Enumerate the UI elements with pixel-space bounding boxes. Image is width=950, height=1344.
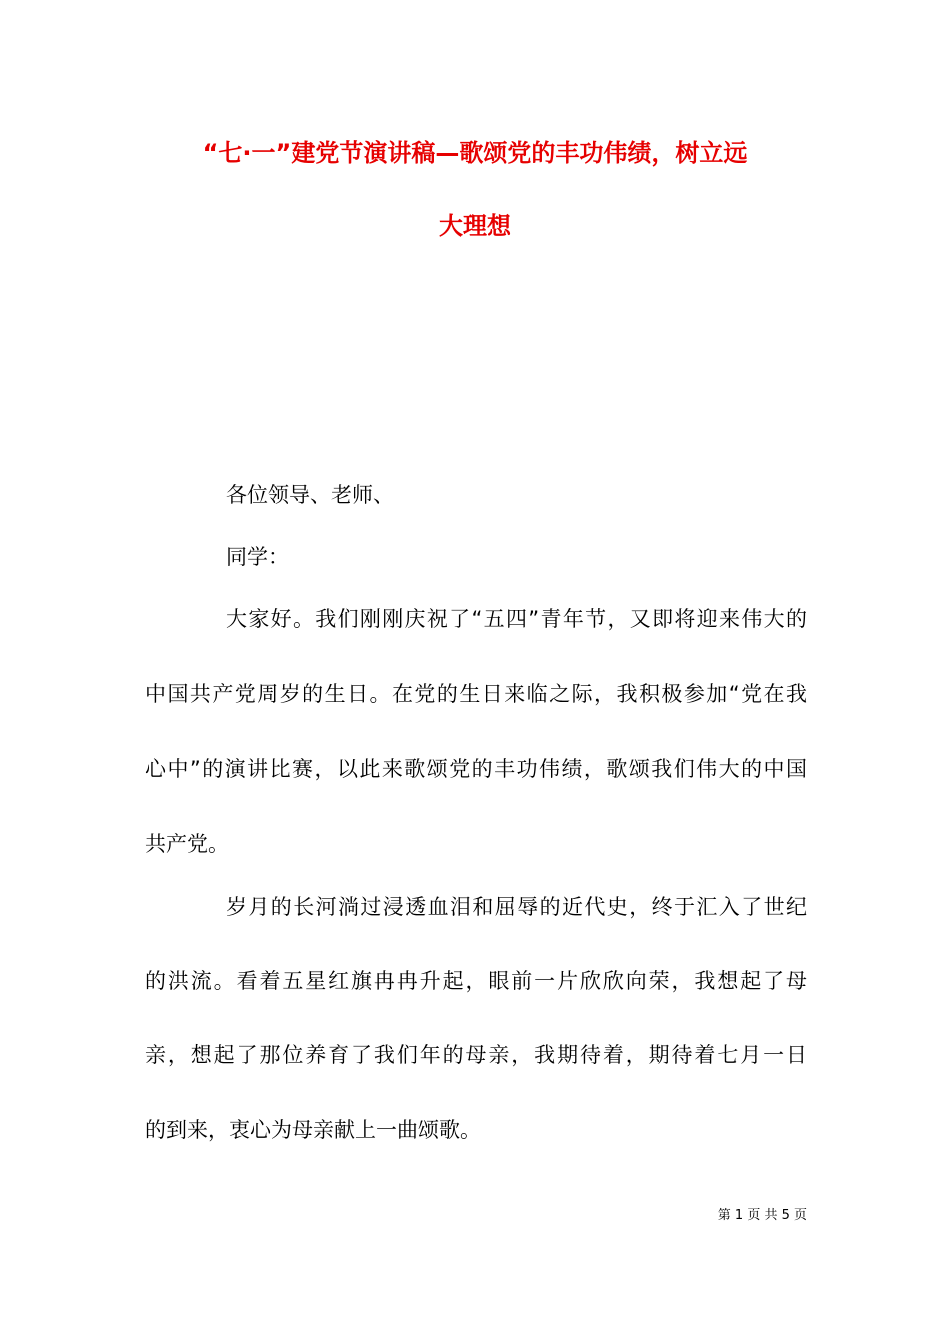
document-title-line-1: “七·一”建党节演讲稿—歌颂党的丰功伟绩，树立远	[202, 139, 748, 167]
page-number-footer: 第 1 页 共 5 页	[717, 1208, 807, 1223]
paragraph-2-line-1: 岁月的长河淌过浸透血泪和屈辱的近代史，终于汇入了世纪	[226, 895, 807, 919]
paragraph-2-line-3: 亲，想起了那位养育了我们年的母亲，我期待着，期待着七月一日	[145, 1043, 807, 1067]
paragraph-2-line-4: 的到来，衷心为母亲献上一曲颂歌。	[145, 1118, 481, 1142]
paragraph-2-line-2: 的洪流。看着五星红旗冉冉升起，眼前一片欣欣向荣，我想起了母	[145, 969, 807, 993]
paragraph-1-line-3: 心中”的演讲比赛，以此来歌颂党的丰功伟绩，歌颂我们伟大的中国	[145, 757, 807, 781]
paragraph-1-line-2: 中国共产党周岁的生日。在党的生日来临之际，我积极参加“党在我	[145, 682, 807, 706]
paragraph-1-line-4: 共产党。	[145, 832, 229, 856]
document-title-line-2: 大理想	[439, 212, 511, 240]
paragraph-1-line-1: 大家好。我们刚刚庆祝了“五四”青年节，又即将迎来伟大的	[226, 607, 807, 631]
salutation-line-1: 各位领导、老师、	[226, 483, 394, 507]
salutation-line-2: 同学：	[226, 545, 289, 569]
